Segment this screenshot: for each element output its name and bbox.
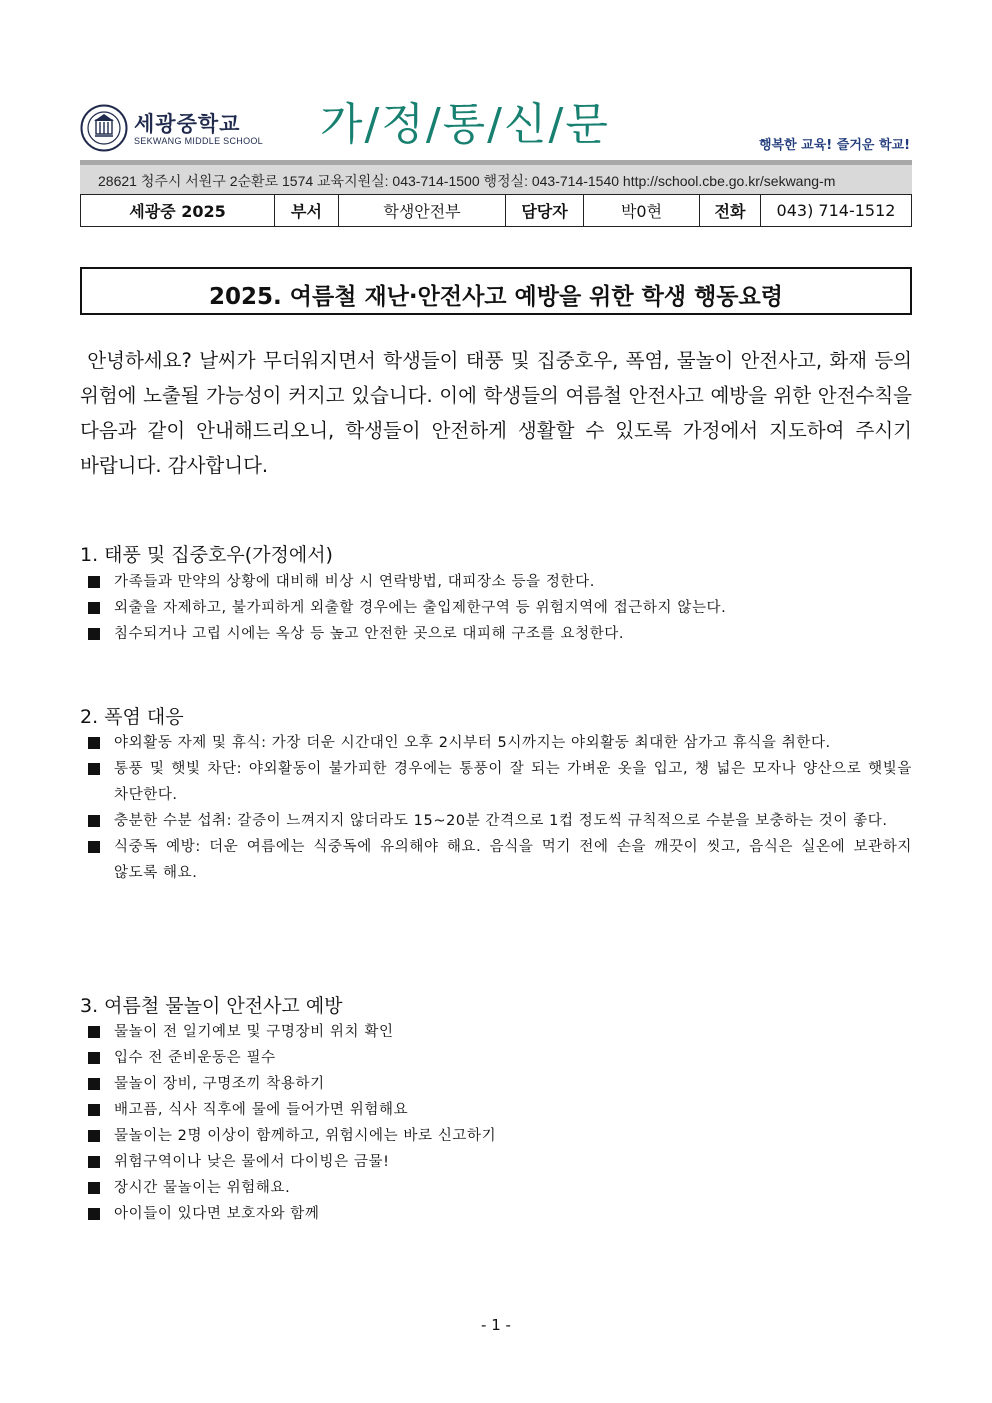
- square-bullet-icon: [88, 815, 100, 827]
- page-number: - 1 -: [481, 1316, 511, 1334]
- list-item: [88, 1123, 912, 1149]
- school-seal-icon: [80, 104, 128, 152]
- list-item-text: 배고픔, 식사 직후에 물에 들어가면 위험해요: [114, 1102, 409, 1118]
- list-item: [88, 569, 912, 595]
- address-bar: [80, 160, 912, 194]
- address-text: 28621 청주시 서원구 2순환로 1574 교육지원실: 043-714-1500 행정실: 043-714-1540 http://school.cbe.go.kr/sekwang-m: [98, 173, 836, 189]
- square-bullet-icon: [88, 1052, 100, 1064]
- school-name-english: SEKWANG MIDDLE SCHOOL: [134, 136, 263, 146]
- list-item-text: 위험구역이나 낮은 물에서 다이빙은 금물!: [114, 1154, 390, 1170]
- list-item-text: 외출을 자제하고, 불가피하게 외출할 경우에는 출입제한구역 등 위험지역에 접근하지 않는다.: [114, 600, 727, 616]
- dept-value: 학생안전부: [339, 195, 506, 227]
- list-item-text: 식중독 예방: 더운 여름에는 식중독에 유의해야 해요. 음식을 먹기 전에 손을 깨끗이 씻고, 음식은 실온에 보관하지 않도록 해요.: [114, 839, 912, 881]
- list-item-text: 침수되거나 고립 시에는 옥상 등 높고 안전한 곳으로 대피해 구조를 요청한다.: [114, 626, 625, 642]
- section-1-title: 1. 태풍 및 집중호우(가정에서): [80, 544, 333, 566]
- square-bullet-icon: [88, 1182, 100, 1194]
- section-1-list: [88, 569, 912, 647]
- list-item: [88, 1149, 912, 1175]
- section-3-list: [88, 1019, 912, 1227]
- list-item: [88, 808, 912, 834]
- list-item: [88, 756, 912, 808]
- square-bullet-icon: [88, 1078, 100, 1090]
- square-bullet-icon: [88, 841, 100, 853]
- square-bullet-icon: [88, 1026, 100, 1038]
- phone-label: 전화: [700, 195, 761, 227]
- dept-label: 부서: [275, 195, 339, 227]
- list-item: [88, 730, 912, 756]
- list-item-text: 입수 전 준비운동은 필수: [114, 1050, 276, 1066]
- square-bullet-icon: [88, 1104, 100, 1116]
- phone-value: 043) 714-1512: [761, 195, 912, 227]
- letterhead: [80, 88, 912, 158]
- manager-value: 박0현: [584, 195, 700, 227]
- list-item: [88, 1175, 912, 1201]
- info-table: [80, 194, 912, 227]
- list-item-text: 야외활동 자제 및 휴식: 가장 더운 시간대인 오후 2시부터 5시까지는 야외활동 최대한 삼가고 휴식을 취한다.: [114, 735, 831, 751]
- list-item: [88, 1201, 912, 1227]
- list-item-text: 물놀이 장비, 구명조끼 착용하기: [114, 1076, 325, 1092]
- section-2-title: 2. 폭염 대응: [80, 706, 184, 728]
- manager-label: 담당자: [506, 195, 584, 227]
- list-item-text: 장시간 물놀이는 위험해요.: [114, 1180, 291, 1196]
- list-item-text: 충분한 수분 섭취: 갈증이 느껴지지 않더라도 15~20분 간격으로 1컵 정도씩 규칙적으로 수분을 보충하는 것이 좋다.: [114, 813, 888, 829]
- school-motto: 행복한 교육! 즐거운 학교!: [758, 138, 910, 153]
- list-item-text: 물놀이 전 일기예보 및 구명장비 위치 확인: [114, 1024, 394, 1040]
- square-bullet-icon: [88, 763, 100, 775]
- school-logo: [80, 104, 270, 154]
- list-item: [88, 1045, 912, 1071]
- list-item: [88, 834, 912, 886]
- newsletter-title: 가/정/통/신/문: [320, 99, 610, 150]
- list-item-text: 아이들이 있다면 보호자와 함께: [114, 1206, 320, 1222]
- list-item: [88, 1019, 912, 1045]
- list-item: [88, 621, 912, 647]
- section-3-title: 3. 여름철 물놀이 안전사고 예방: [80, 995, 343, 1017]
- list-item: [88, 1071, 912, 1097]
- intro-paragraph: 안녕하세요? 날씨가 무더워지면서 학생들이 태풍 및 집중호우, 폭염, 물놀이 안전사고, 화재 등의 위험에 노출될 가능성이 커지고 있습니다. 이에 학생들의 여름철 안전사고 예방을 위한 안전수칙을 다음과 같이 안내해드리오니, 학생들이 안전하게 생활할 수 있도록 가정에서 지도하여 주시기 바랍니다. 감사합니다.: [80, 349, 919, 477]
- list-item: [88, 1097, 912, 1123]
- list-item-text: 통풍 및 햇빛 차단: 야외활동이 불가피한 경우에는 통풍이 잘 되는 가벼운 옷을 입고, 챙 넓은 모자나 양산으로 햇빛을 차단한다.: [114, 761, 912, 803]
- list-item-text: 가족들과 만약의 상황에 대비해 비상 시 연락방법, 대피장소 등을 정한다.: [114, 574, 595, 590]
- square-bullet-icon: [88, 602, 100, 614]
- document-title: 2025. 여름철 재난·안전사고 예방을 위한 학생 행동요령: [209, 284, 783, 310]
- list-item-text: 물놀이는 2명 이상이 함께하고, 위험시에는 바로 신고하기: [114, 1128, 497, 1144]
- square-bullet-icon: [88, 1208, 100, 1220]
- document-title-box: [80, 267, 912, 315]
- square-bullet-icon: [88, 737, 100, 749]
- issue-cell: 세광중 2025: [81, 195, 275, 227]
- section-2-list: [88, 730, 912, 886]
- square-bullet-icon: [88, 576, 100, 588]
- school-name: 세광중학교: [134, 112, 241, 136]
- square-bullet-icon: [88, 1156, 100, 1168]
- square-bullet-icon: [88, 1130, 100, 1142]
- list-item: [88, 595, 912, 621]
- square-bullet-icon: [88, 628, 100, 640]
